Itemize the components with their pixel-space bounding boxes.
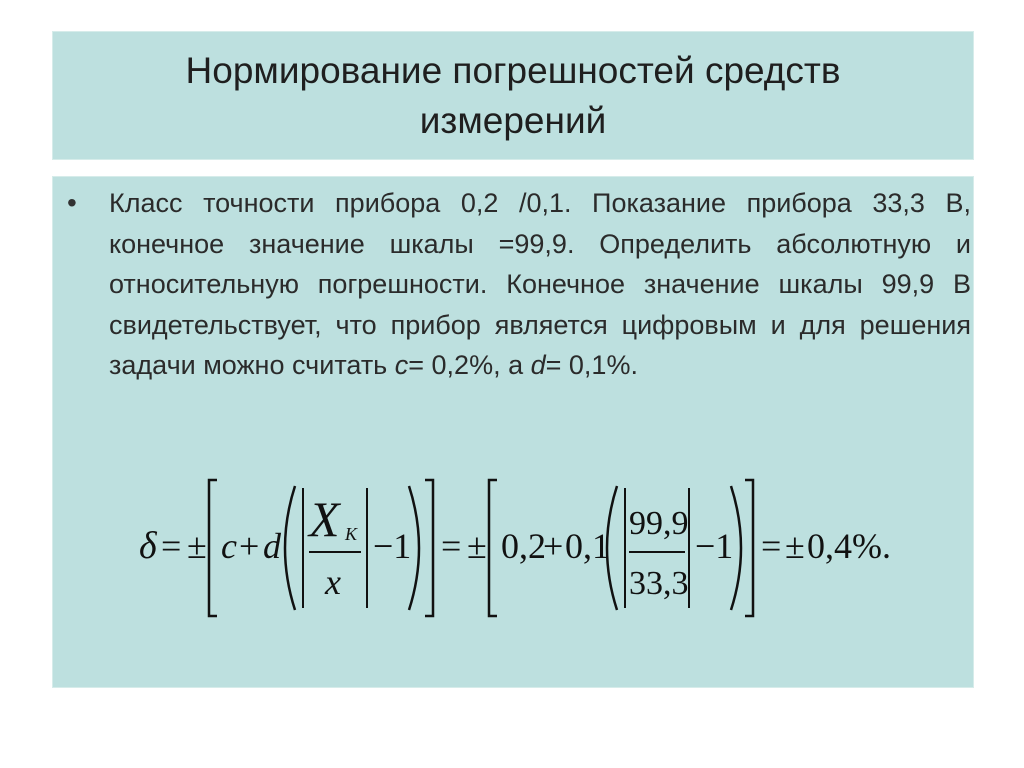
title-panel bbox=[52, 31, 974, 160]
error-formula bbox=[123, 470, 891, 630]
content-panel bbox=[52, 176, 974, 688]
equals-sign-1: = bbox=[161, 526, 182, 566]
x-symbol: x bbox=[325, 562, 341, 602]
bracket-right-1 bbox=[425, 480, 433, 616]
bullet-marker: • bbox=[67, 187, 77, 218]
bullet-text-part2: = 0,2%, а bbox=[408, 350, 531, 380]
equals-sign-2: = bbox=[441, 526, 462, 566]
var-c: c bbox=[394, 350, 409, 380]
minus-one-2: −1 bbox=[695, 526, 734, 566]
var-d-formula: d bbox=[263, 526, 281, 566]
bullet-text bbox=[109, 183, 971, 386]
paren-left-1 bbox=[285, 486, 295, 610]
c-value: 0,2 bbox=[501, 526, 546, 566]
plus-sign-1: + bbox=[239, 526, 260, 566]
equals-sign-3: = bbox=[761, 526, 782, 566]
bullet-text-part3: = 0,1%. bbox=[545, 350, 638, 380]
xk-subscript: K bbox=[345, 524, 358, 544]
plus-sign-2: + bbox=[543, 526, 564, 566]
bullet-text-part1: Класс точности прибора 0,2 /0,1. Показание прибора 33,3 В, конечное значение шкалы =99,9. Определить абсолютную и относительную погрешности. Конечное значение шкалы 99,9 В свидетельствует, что прибор является цифровым и для решения задачи можно считать bbox=[109, 188, 971, 380]
slide-title: Нормирование погрешностей средств измерений bbox=[185, 49, 841, 141]
plus-minus-1: ± bbox=[187, 526, 207, 566]
plus-minus-2: ± bbox=[467, 526, 487, 566]
delta-symbol: δ bbox=[139, 525, 157, 567]
formula-svg bbox=[123, 470, 891, 630]
minus-one-1: −1 bbox=[373, 526, 412, 566]
denominator-value: 33,3 bbox=[629, 565, 689, 602]
bracket-right-2 bbox=[745, 480, 753, 616]
var-d: d bbox=[530, 350, 546, 380]
bracket-left-1 bbox=[209, 480, 217, 616]
d-value: 0,1 bbox=[565, 526, 610, 566]
bracket-left-2 bbox=[489, 480, 497, 616]
plus-minus-3: ± bbox=[785, 526, 805, 566]
var-c-formula: c bbox=[221, 526, 237, 566]
numerator-value: 99,9 bbox=[629, 505, 689, 542]
xk-symbol: X bbox=[309, 491, 340, 547]
result-value: 0,4%. bbox=[807, 526, 891, 566]
